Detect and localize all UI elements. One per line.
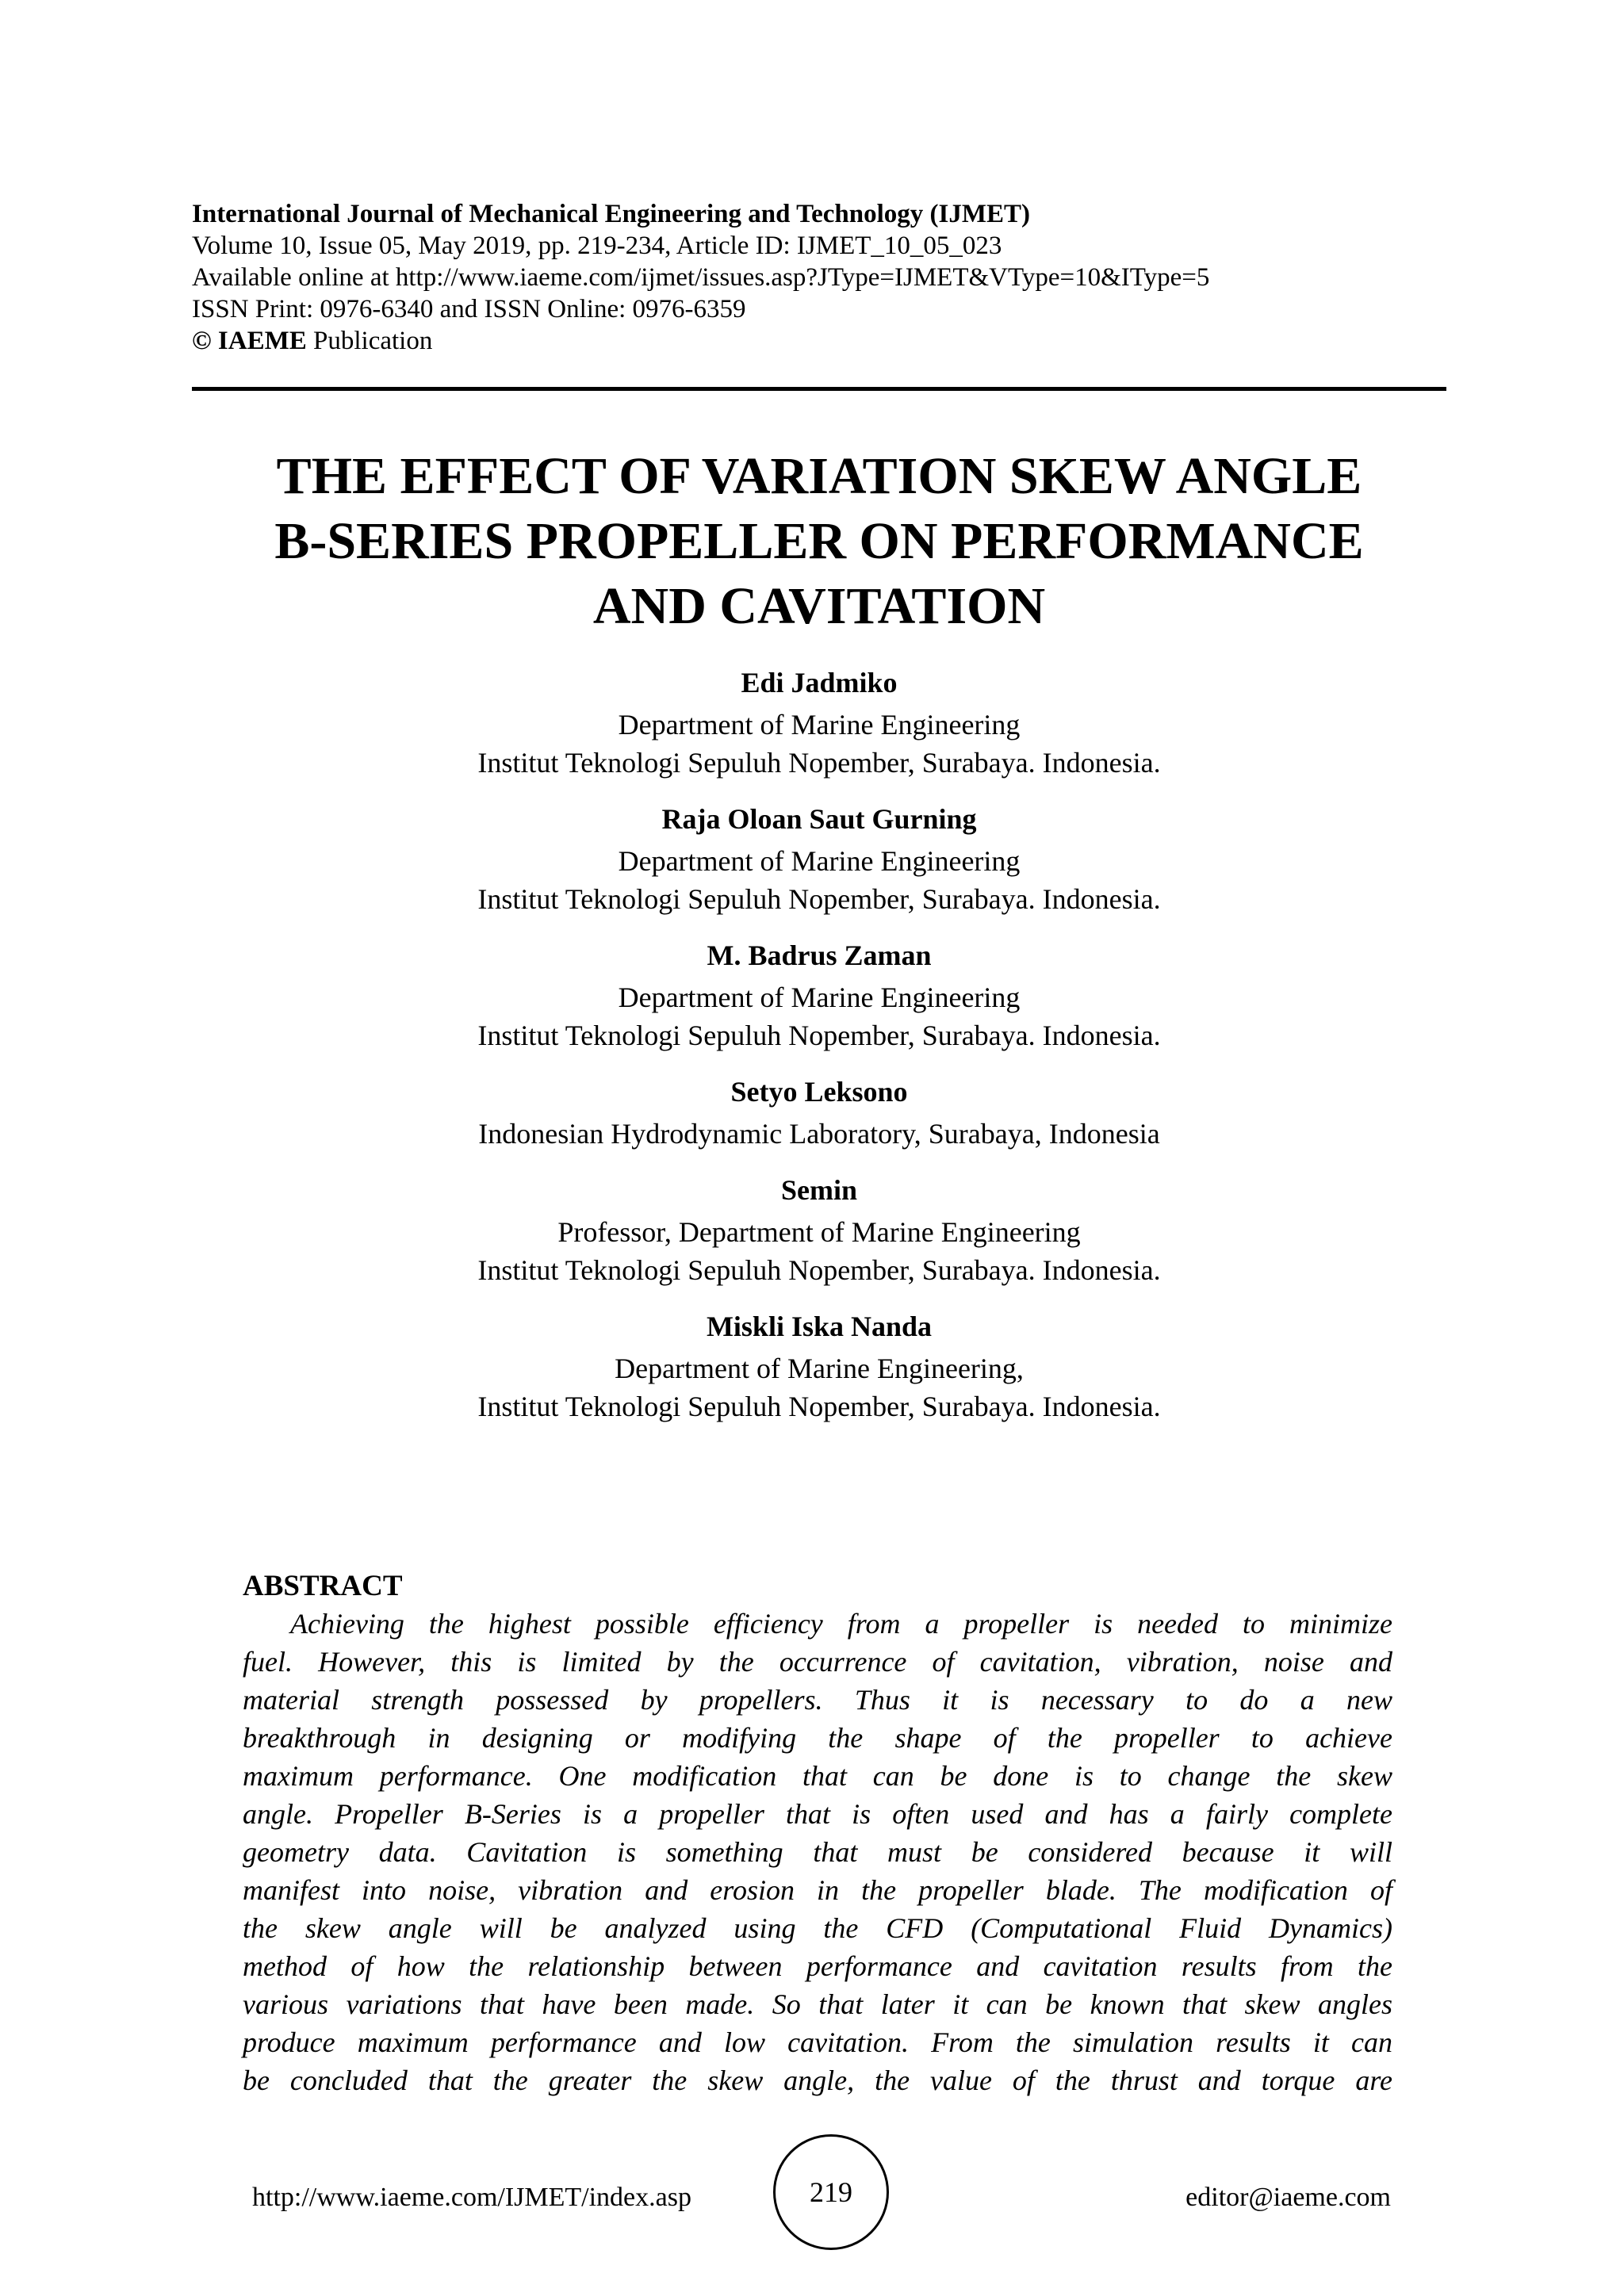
abstract-heading: ABSTRACT bbox=[243, 1570, 403, 1602]
author-institution: Institut Teknologi Sepuluh Nopember, Surabaya. Indonesia. bbox=[477, 1391, 1161, 1422]
abstract-line: method of how the relationship between performance and cavitation results from the bbox=[243, 1950, 1392, 1982]
author-affiliation: Department of Marine Engineering bbox=[618, 709, 1021, 740]
author-affiliation: Indonesian Hydrodynamic Laboratory, Surabaya, Indonesia bbox=[478, 1118, 1160, 1150]
issn-info: ISSN Print: 0976-6340 and ISSN Online: 0976-6359 bbox=[192, 295, 746, 323]
abstract-line: material strength possessed by propellers. Thus it is necessary to do a new bbox=[243, 1684, 1392, 1716]
header-divider bbox=[192, 387, 1446, 391]
author-institution: Institut Teknologi Sepuluh Nopember, Surabaya. Indonesia. bbox=[477, 1254, 1161, 1286]
abstract-line: manifest into noise, vibration and erosion in the propeller blade. The modification of bbox=[243, 1874, 1392, 1906]
author-list bbox=[192, 664, 1446, 1445]
author-name: Semin bbox=[780, 1174, 857, 1206]
author-name: M. Badrus Zaman bbox=[707, 939, 932, 971]
author-affiliation: Department of Marine Engineering bbox=[618, 845, 1021, 877]
author-affiliation: Department of Marine Engineering bbox=[618, 982, 1021, 1013]
author-name: Setyo Leksono bbox=[730, 1076, 908, 1108]
author-institution: Institut Teknologi Sepuluh Nopember, Surabaya. Indonesia. bbox=[477, 883, 1161, 915]
journal-header bbox=[192, 198, 1453, 357]
author-affiliation: Department of Marine Engineering, bbox=[615, 1353, 1024, 1384]
abstract-line: be concluded that the greater the skew angle, the value of the thrust and torque are bbox=[243, 2064, 1392, 2096]
title-line-3: AND CAVITATION bbox=[592, 577, 1046, 635]
abstract-line: the skew angle will be analyzed using the CFD (Computational Fluid Dynamics) bbox=[243, 1912, 1392, 1944]
abstract-line: angle. Propeller B-Series is a propeller that is often used and has a fairly complete bbox=[243, 1798, 1392, 1830]
publisher-name: IAEME bbox=[217, 327, 307, 355]
abstract-line: fuel. However, this is limited by the occurrence of cavitation, vibration, noise and bbox=[243, 1646, 1392, 1678]
author-block bbox=[192, 1073, 1446, 1153]
footer-email[interactable]: editor@iaeme.com bbox=[1185, 2183, 1391, 2212]
author-block bbox=[192, 801, 1446, 918]
journal-name: International Journal of Mechanical Engineering and Technology (IJMET) bbox=[192, 200, 1030, 228]
author-institution: Institut Teknologi Sepuluh Nopember, Surabaya. Indonesia. bbox=[477, 747, 1161, 779]
author-block bbox=[192, 1172, 1446, 1289]
author-institution: Institut Teknologi Sepuluh Nopember, Surabaya. Indonesia. bbox=[477, 1020, 1161, 1051]
author-block bbox=[192, 664, 1446, 782]
title-line-1: THE EFFECT OF VARIATION SKEW ANGLE bbox=[276, 447, 1362, 505]
page-number-badge bbox=[773, 2134, 889, 2250]
author-name: Miskli Iska Nanda bbox=[706, 1311, 933, 1342]
author-affiliation: Professor, Department of Marine Engineering bbox=[557, 1216, 1081, 1248]
title-line-2: B-SERIES PROPELLER ON PERFORMANCE bbox=[274, 512, 1364, 570]
abstract-line: Achieving the highest possible efficiency from a propeller is needed to minimize bbox=[290, 1608, 1392, 1640]
abstract-line: breakthrough in designing or modifying the shape of the propeller to achieve bbox=[243, 1722, 1392, 1754]
copyright-symbol: © bbox=[192, 327, 212, 355]
abstract-line: maximum performance. One modification that can be done is to change the skew bbox=[243, 1760, 1392, 1792]
abstract-body bbox=[243, 1605, 1392, 2099]
author-name: Edi Jadmiko bbox=[741, 667, 898, 698]
author-block bbox=[192, 1308, 1446, 1425]
abstract-line: geometry data. Cavitation is something that must be considered because it will bbox=[243, 1836, 1392, 1868]
publisher-line bbox=[192, 325, 1453, 357]
page-number: 219 bbox=[810, 2176, 852, 2208]
footer-url[interactable]: http://www.iaeme.com/IJMET/index.asp bbox=[252, 2183, 691, 2212]
paper-title bbox=[192, 444, 1446, 639]
author-name: Raja Oloan Saut Gurning bbox=[661, 803, 977, 835]
availability-link: Available online at http://www.iaeme.com/ijmet/issues.asp?JType=IJMET&VType=10&IType=5 bbox=[192, 263, 1210, 292]
abstract-line: produce maximum performance and low cavitation. From the simulation results it can bbox=[243, 2026, 1392, 2058]
volume-info: Volume 10, Issue 05, May 2019, pp. 219-234, Article ID: IJMET_10_05_023 bbox=[192, 232, 1002, 260]
publisher-suffix: Publication bbox=[313, 327, 433, 355]
author-block bbox=[192, 937, 1446, 1054]
abstract-line: various variations that have been made. So that later it can be known that skew angles bbox=[243, 1988, 1392, 2020]
